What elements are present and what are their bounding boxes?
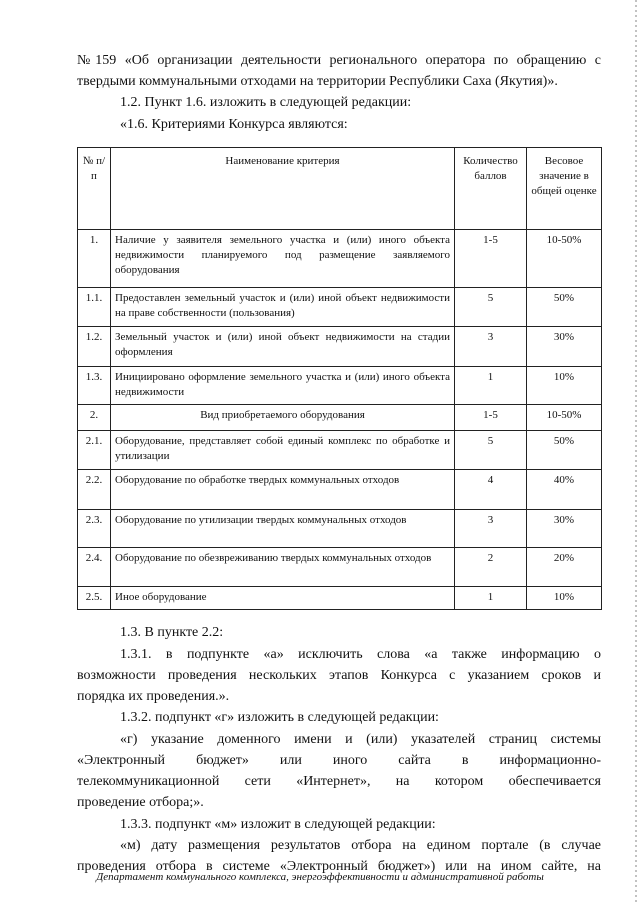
subpoint-g-line2: «Электронный бюджет» или иного сайта в информационно- bbox=[77, 753, 601, 768]
row-num: 2.5. bbox=[78, 587, 111, 610]
subpoint-g-line4: проведение отбора;». bbox=[77, 795, 204, 810]
row-weight: 10-50% bbox=[527, 405, 602, 431]
row-score: 1 bbox=[455, 587, 527, 610]
point-1-3-3: 1.3.3. подпункт «м» изложит в следующей редакции: bbox=[120, 817, 436, 832]
table-row bbox=[78, 431, 602, 470]
point-1-2: 1.2. Пункт 1.6. изложить в следующей редакции: bbox=[120, 95, 412, 110]
table-row bbox=[78, 470, 602, 510]
table-row bbox=[78, 548, 602, 587]
row-weight: 20% bbox=[527, 548, 602, 587]
row-name: Иное оборудование bbox=[111, 587, 455, 610]
table-row bbox=[78, 288, 602, 327]
row-num: 1.2. bbox=[78, 327, 111, 367]
row-num: 2.1. bbox=[78, 431, 111, 470]
row-num: 2.3. bbox=[78, 510, 111, 548]
row-score: 2 bbox=[455, 548, 527, 587]
intro-line-1: №159 «Об организации деятельности регионального оператора по обращению с bbox=[77, 53, 601, 68]
row-score: 1-5 bbox=[455, 405, 527, 431]
row-weight: 10% bbox=[527, 367, 602, 405]
row-num: 2.4. bbox=[78, 548, 111, 587]
row-score: 5 bbox=[455, 431, 527, 470]
table-row bbox=[78, 327, 602, 367]
row-name: Оборудование по обезвреживанию твердых коммунальных отходов bbox=[111, 548, 455, 587]
row-weight: 30% bbox=[527, 327, 602, 367]
row-weight: 40% bbox=[527, 470, 602, 510]
subpoint-m-line2: проведения отбора в системе «Электронный бюджет») или на ином сайте, на bbox=[77, 859, 601, 874]
row-score: 1 bbox=[455, 367, 527, 405]
table-header-row bbox=[78, 148, 602, 230]
row-weight: 10% bbox=[527, 587, 602, 610]
header-score: Количество баллов bbox=[455, 148, 527, 230]
row-name: Предоставлен земельный участок и (или) иной объект недвижимости на праве собственности (пользования) bbox=[111, 288, 455, 327]
table-row bbox=[78, 587, 602, 610]
page-footer: Департамент коммунального комплекса, энергоэффективности и административной работы bbox=[96, 871, 544, 883]
intro-line-2: твердыми коммунальными отходами на территории Республики Саха (Якутия)». bbox=[77, 74, 558, 89]
row-score: 1-5 bbox=[455, 230, 527, 288]
row-weight: 10-50% bbox=[527, 230, 602, 288]
header-weight: Весовое значение в общей оценке bbox=[527, 148, 602, 230]
criteria-table bbox=[77, 147, 602, 610]
subpoint-m-line1: «м) дату размещения результатов отбора на едином портале (в случае bbox=[120, 838, 601, 853]
subpoint-g-line1: «г) указание доменного имени и (или) указателей страниц системы bbox=[120, 732, 601, 747]
row-num: 1.3. bbox=[78, 367, 111, 405]
row-score: 3 bbox=[455, 327, 527, 367]
point-1-3-1-line3: порядка их проведения.». bbox=[77, 689, 230, 704]
row-name: Наличие у заявителя земельного участка и (или) иного объекта недвижимости планируемого под размещение заявляемого оборудования bbox=[111, 230, 455, 288]
scan-edge-artifact bbox=[635, 0, 637, 905]
row-weight: 50% bbox=[527, 288, 602, 327]
row-weight: 30% bbox=[527, 510, 602, 548]
table-row bbox=[78, 510, 602, 548]
point-1-6: «1.6. Критериями Конкурса являются: bbox=[120, 117, 348, 132]
header-name: Наименование критерия bbox=[111, 148, 455, 230]
row-name: Оборудование по обработке твердых коммунальных отходов bbox=[111, 470, 455, 510]
row-name: Инициировано оформление земельного участка и (или) иного объекта недвижимости bbox=[111, 367, 455, 405]
row-score: 5 bbox=[455, 288, 527, 327]
row-name: Земельный участок и (или) иной объект недвижимости на стадии оформления bbox=[111, 327, 455, 367]
point-1-3: 1.3. В пункте 2.2: bbox=[120, 625, 224, 640]
table-row bbox=[78, 230, 602, 288]
point-1-3-1-line2: возможности проведения нескольких этапов Конкурса с указанием сроков и bbox=[77, 668, 601, 683]
row-score: 4 bbox=[455, 470, 527, 510]
row-num: 1.1. bbox=[78, 288, 111, 327]
row-num: 1. bbox=[78, 230, 111, 288]
row-name: Оборудование, представляет собой единый комплекс по обработке и утилизации bbox=[111, 431, 455, 470]
row-weight: 50% bbox=[527, 431, 602, 470]
row-score: 3 bbox=[455, 510, 527, 548]
table-row bbox=[78, 405, 602, 431]
point-1-3-1-line1: 1.3.1. в подпункте «а» исключить слова «а также информацию о bbox=[120, 647, 601, 662]
row-name: Оборудование по утилизации твердых коммунальных отходов bbox=[111, 510, 455, 548]
row-num: 2.2. bbox=[78, 470, 111, 510]
subpoint-g-line3: телекоммуникационной сети «Интернет», на котором обеспечивается bbox=[77, 774, 601, 789]
table-row bbox=[78, 367, 602, 405]
point-1-3-2: 1.3.2. подпункт «г» изложить в следующей редакции: bbox=[120, 710, 439, 725]
row-name: Вид приобретаемого оборудования bbox=[111, 405, 455, 431]
row-num: 2. bbox=[78, 405, 111, 431]
header-num: № п/п bbox=[78, 148, 111, 230]
